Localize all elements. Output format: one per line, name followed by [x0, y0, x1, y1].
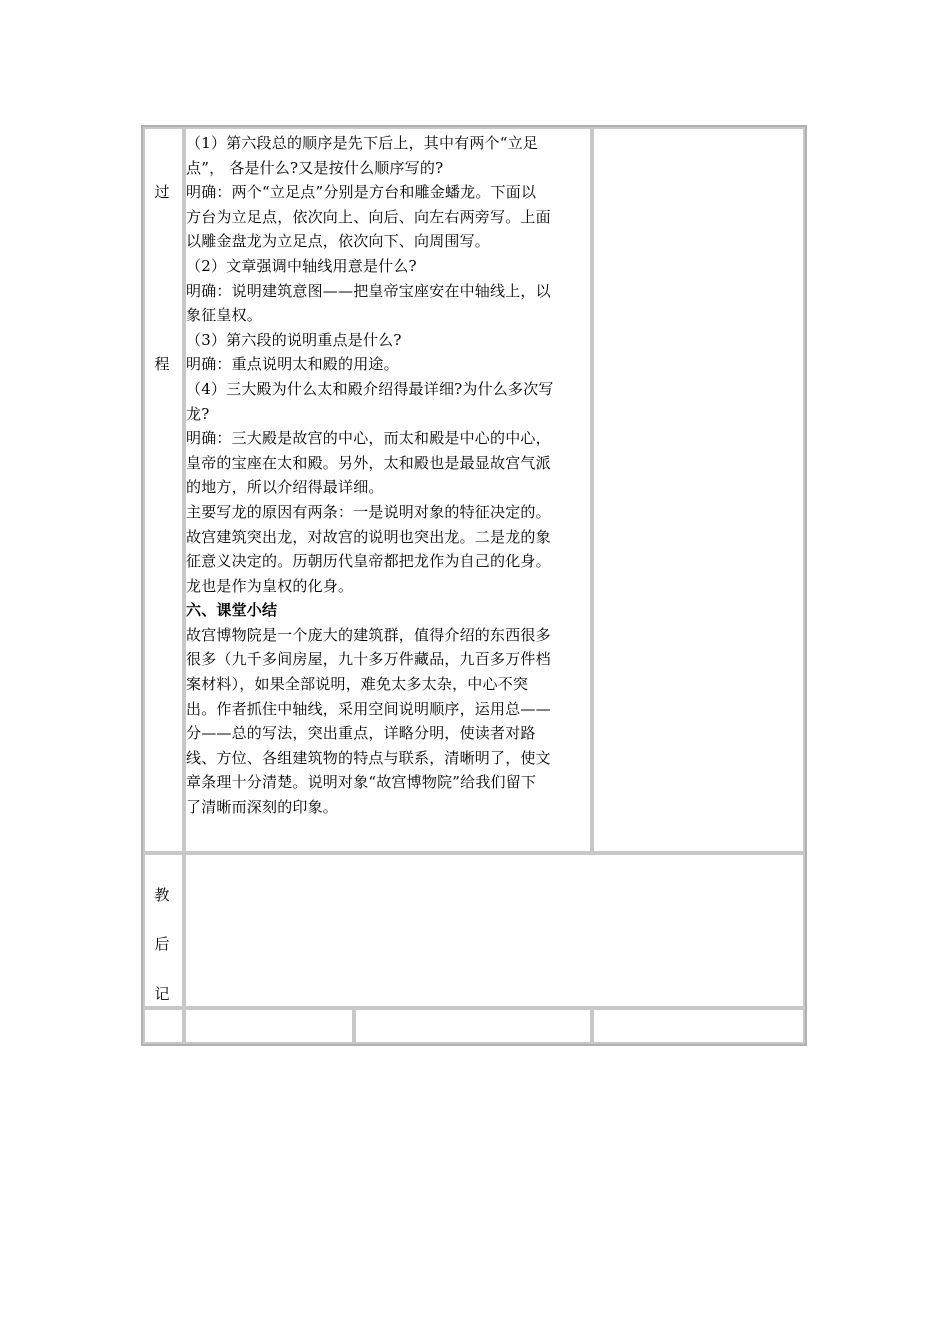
- content-line: 明确：三大殿是故宫的中心，而太和殿是中心的中心，: [186, 429, 551, 448]
- content-line: 以雕金盘龙为立足点，依次向下、向周围写。: [186, 232, 491, 251]
- footer-cell-3: [354, 1008, 592, 1044]
- content-line: 征意义决定的。历朝历代皇帝都把龙作为自己的化身。: [186, 552, 551, 571]
- process-label-cell: [143, 127, 184, 853]
- summary-line: 案材料），如果全部说明，难免太多太杂，中心不突: [186, 675, 529, 694]
- process-notes-cell: [592, 127, 805, 853]
- content-line: 象征皇权。: [186, 306, 263, 325]
- side-label-guo: 过: [154, 183, 170, 201]
- summary-line: 章条理十分清楚。说明对象“故宫博物院”给我们留下: [186, 773, 537, 792]
- post-teaching-content-cell: [184, 853, 805, 1008]
- footer-cell-4: [592, 1008, 805, 1044]
- content-line: 点”， 各是什么?又是按什么顺序写的?: [186, 158, 444, 177]
- side-label-hou: 后: [154, 935, 170, 953]
- content-line: 主要写龙的原因有两条：一是说明对象的特征决定的。: [186, 502, 551, 521]
- summary-line: 分——总的写法，突出重点，详略分明，使读者对路: [186, 724, 536, 743]
- content-line: （1）第六段总的顺序是先下后上，其中有两个“立足: [186, 134, 539, 152]
- content-line: （4）三大殿为什么太和殿介绍得最详细?为什么多次写: [186, 379, 554, 398]
- content-line: 龙?: [186, 404, 210, 423]
- content-line: 故宫建筑突出龙，对故宫的说明也突出龙。二是龙的象: [186, 527, 551, 546]
- content-line: 的地方，所以介绍得最详细。: [186, 478, 384, 497]
- footer-cell-1: [143, 1008, 184, 1044]
- summary-line: 线、方位、各组建筑物的特点与联系，清晰明了，使文: [186, 748, 551, 767]
- content-line: 方台为立足点，依次向上、向后、向左右两旁写。上面: [186, 207, 551, 226]
- summary-line: 很多（九千多间房屋，九十多万件藏品，九百多万件档: [186, 650, 551, 669]
- content-line: （3）第六段的说明重点是什么?: [186, 330, 402, 349]
- content-line: 皇帝的宝座在太和殿。另外，太和殿也是最显故宫气派: [186, 453, 551, 472]
- side-label-cheng: 程: [154, 355, 170, 373]
- side-label-ji: 记: [154, 985, 170, 1003]
- footer-cell-2: [184, 1008, 354, 1044]
- content-line: 明确：说明建筑意图——把皇帝宝座安在中轴线上，以: [186, 281, 551, 300]
- content-line: 明确：两个“立足点”分别是方台和雕金蟠龙。下面以: [186, 183, 537, 202]
- content-line: 龙也是作为皇权的化身。: [186, 576, 354, 595]
- section-heading: 六、课堂小结: [186, 601, 278, 620]
- content-line: 明确：重点说明太和殿的用途。: [186, 355, 399, 374]
- content-line: （2）文章强调中轴线用意是什么?: [186, 256, 417, 275]
- process-content-text: [186, 131, 590, 820]
- summary-line: 了清晰而深刻的印象。: [186, 798, 339, 817]
- summary-line: 出。作者抓住中轴线，采用空间说明顺序，运用总——: [186, 699, 551, 718]
- side-label-jiao: 教: [154, 886, 170, 904]
- summary-line: 故宫博物院是一个庞大的建筑群，值得介绍的东西很多: [186, 625, 551, 644]
